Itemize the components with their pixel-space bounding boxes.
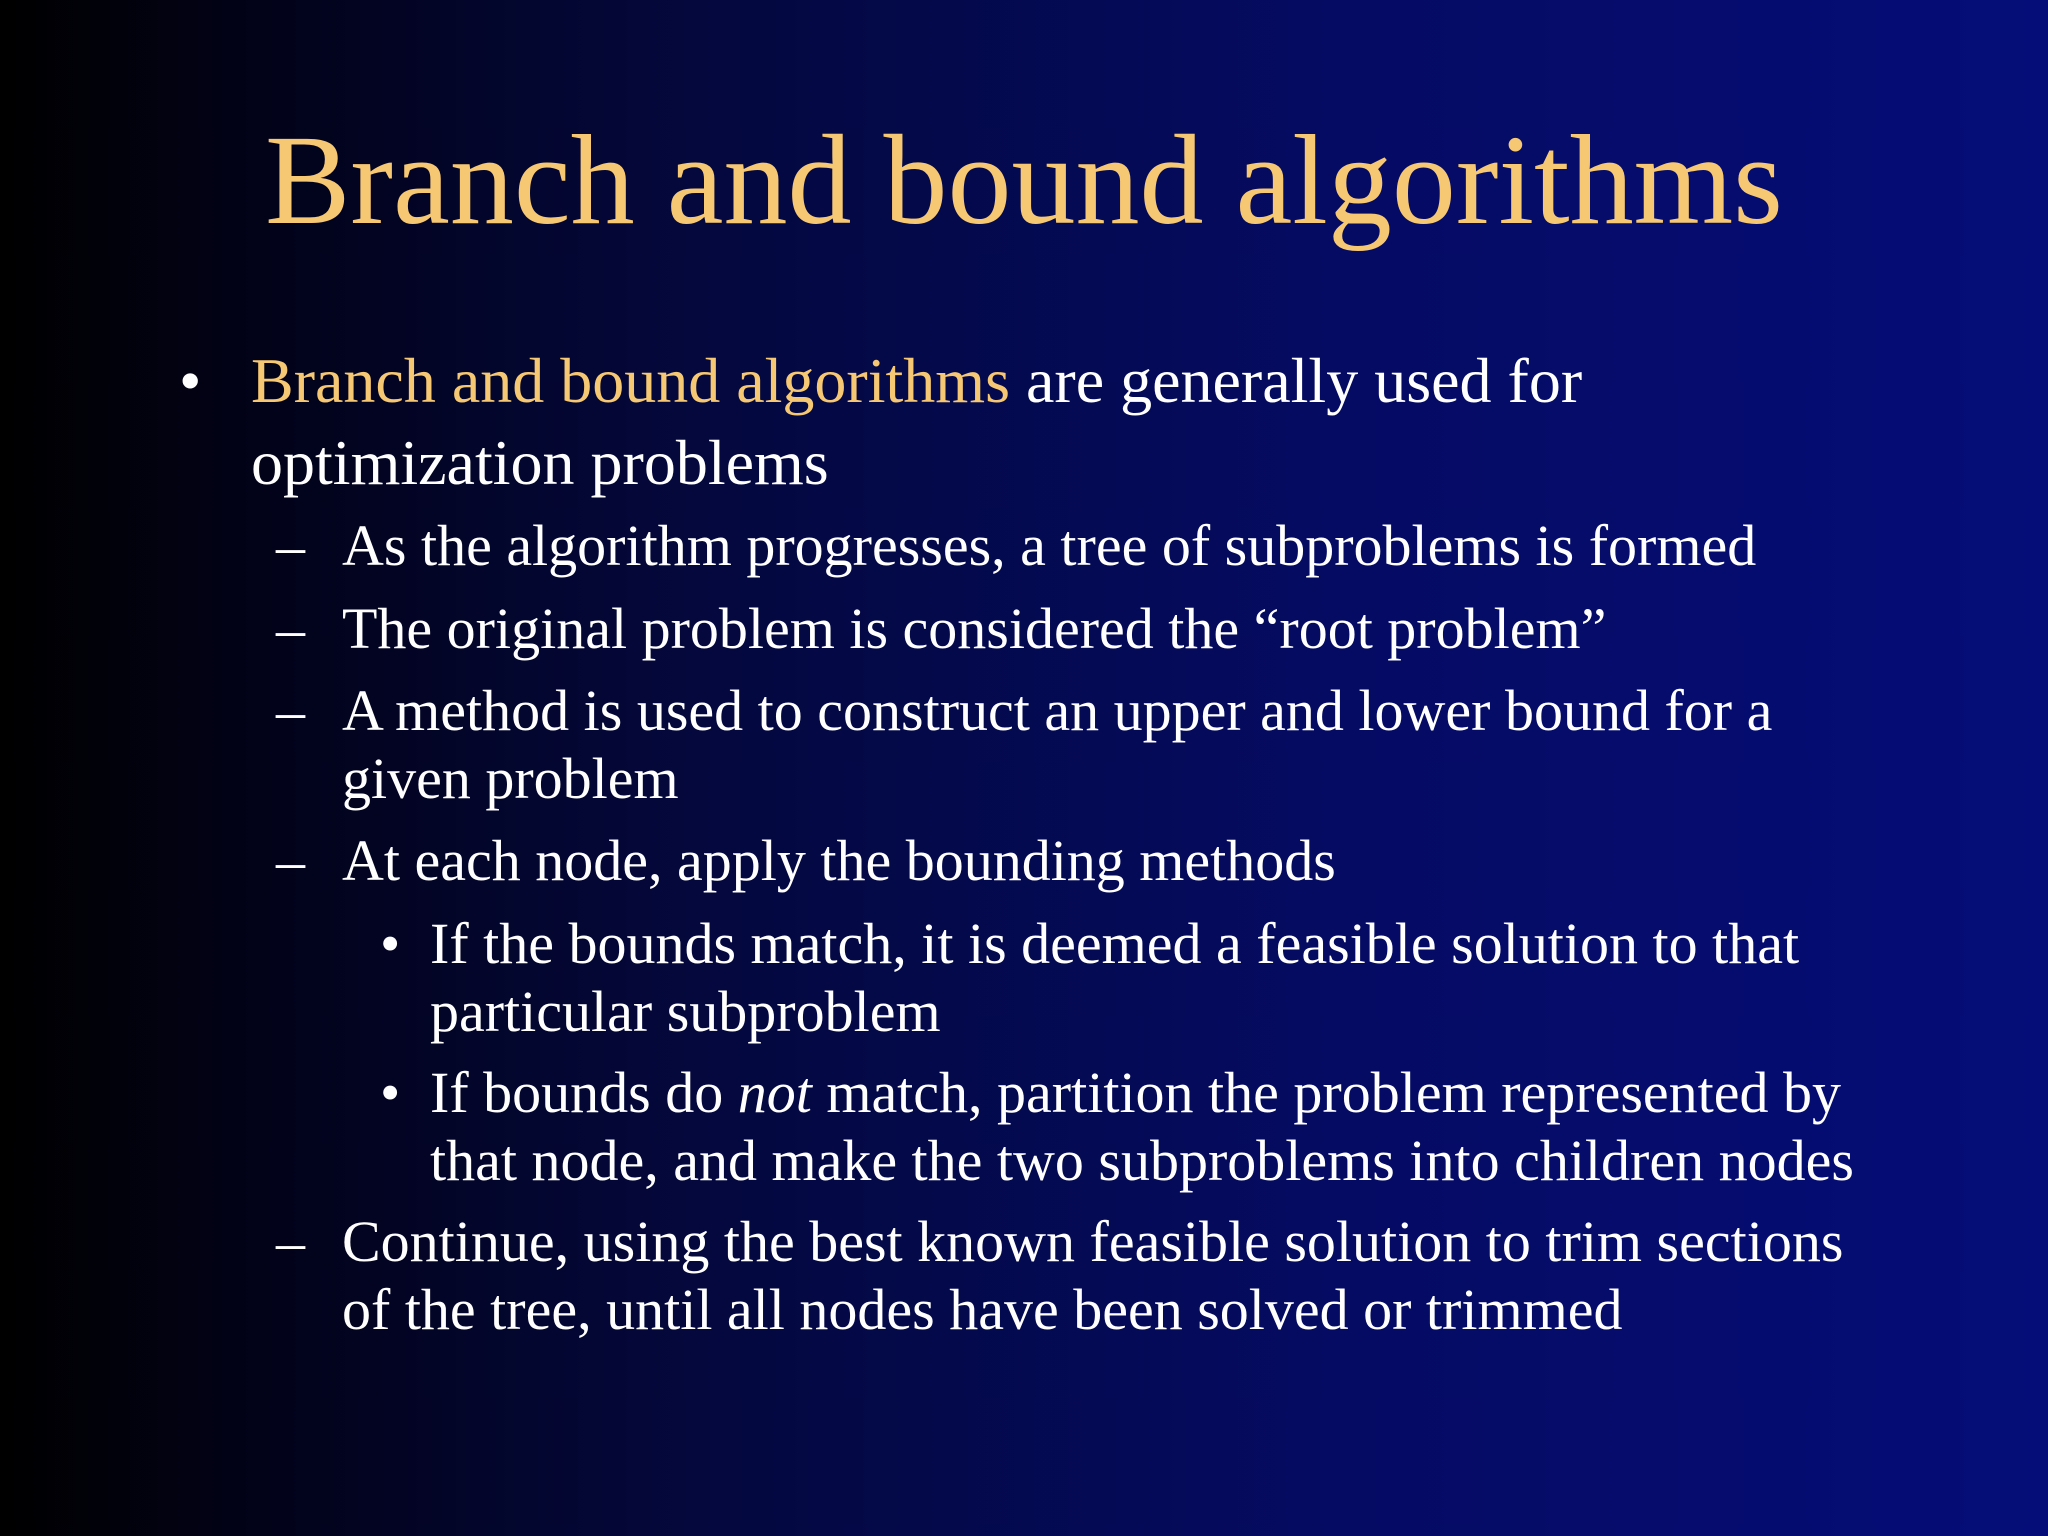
highlight-term: Branch and bound algorithms bbox=[251, 345, 1010, 416]
bullet-item-1 bbox=[179, 340, 1851, 504]
sub-bullet-text: Continue, using the best known feasible solution to trim sections of the tree, until all nodes have been solved or trimmed bbox=[342, 1209, 1844, 1342]
dash-marker: – bbox=[276, 513, 305, 578]
sub-sub-bullet-text-before: If bounds do bbox=[430, 1060, 738, 1125]
sub-bullet-text: At each node, apply the bounding methods bbox=[342, 828, 1336, 893]
emphasis-text: not bbox=[737, 1060, 812, 1125]
slide-title: Branch and bound algorithms bbox=[265, 109, 1783, 251]
sub-bullet-item-3 bbox=[276, 677, 1902, 813]
sub-sub-bullet-text: If the bounds match, it is deemed a feasible solution to that particular subproblem bbox=[430, 911, 1800, 1044]
sub-bullet-item-5 bbox=[276, 1208, 1902, 1344]
bullet-marker: • bbox=[179, 345, 202, 416]
sub-sub-bullet-text-after: match, partition the problem represented by that node, and make the two subproblems into children nodes bbox=[430, 1060, 1854, 1193]
bullet-marker: • bbox=[380, 1060, 401, 1125]
sub-bullet-item-1 bbox=[276, 512, 1902, 580]
dash-marker: – bbox=[276, 596, 305, 661]
dash-marker: – bbox=[276, 678, 305, 743]
sub-bullet-item-4 bbox=[276, 827, 1902, 895]
dash-marker: – bbox=[276, 1209, 305, 1274]
dash-marker: – bbox=[276, 828, 305, 893]
sub-bullet-text: A method is used to construct an upper and lower bound for a given problem bbox=[342, 678, 1773, 811]
bullet-text: are generally used for optimization problems bbox=[251, 345, 1583, 498]
sub-bullet-text: The original problem is considered the “root problem” bbox=[342, 596, 1607, 661]
sub-sub-bullet-item-2 bbox=[380, 1059, 1900, 1195]
bullet-marker: • bbox=[380, 911, 401, 976]
sub-bullet-text: As the algorithm progresses, a tree of subproblems is formed bbox=[342, 513, 1757, 578]
sub-bullet-item-2 bbox=[276, 595, 1902, 663]
sub-sub-bullet-item-1 bbox=[380, 910, 1900, 1046]
